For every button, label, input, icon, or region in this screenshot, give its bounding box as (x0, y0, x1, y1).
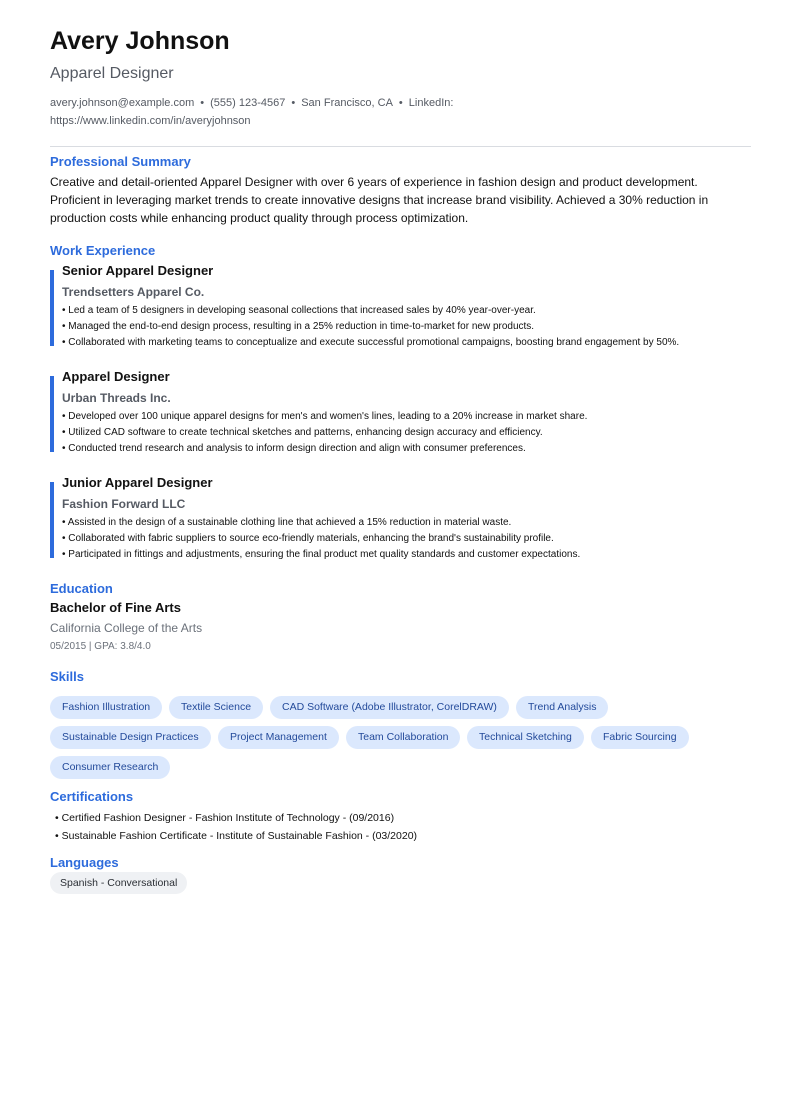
section-title-certifications: Certifications (50, 789, 134, 804)
contact-separator: • (398, 97, 403, 109)
job-bullet: • Led a team of 5 designers in developing seasonal collections that increased sales by 40% year-over-year. (62, 305, 536, 316)
section-title-experience: Work Experience (50, 243, 156, 258)
certification-item: • Certified Fashion Designer - Fashion Institute of Technology - (09/2016) (55, 812, 395, 824)
job-accent-bar (50, 376, 54, 452)
skill-chip: Project Management (218, 726, 339, 749)
certification-item: • Sustainable Fashion Certificate - Institute of Sustainable Fashion - (03/2020) (55, 830, 418, 842)
section-title-skills: Skills (50, 669, 84, 684)
skill-chip: CAD Software (Adobe Illustrator, CorelDRAW) (270, 696, 509, 719)
skill-chip: Consumer Research (50, 756, 170, 779)
language-chip: Spanish - Conversational (50, 872, 187, 894)
skill-chip: Trend Analysis (516, 696, 608, 719)
skill-chip: Sustainable Design Practices (50, 726, 211, 749)
job-bullets (62, 409, 587, 457)
job-bullet: • Managed the end-to-end design process, resulting in a 25% reduction in time-to-market for new products. (62, 321, 535, 332)
section-title-summary: Professional Summary (50, 154, 191, 169)
job-bullet: • Participated in fittings and adjustments, ensuring the final product met quality standards and customer expectations. (62, 549, 581, 560)
job-company: Fashion Forward LLC (62, 497, 186, 511)
job-title: Senior Apparel Designer (62, 263, 214, 278)
skill-chip: Team Collaboration (346, 726, 460, 749)
job-bullet: • Assisted in the design of a sustainable clothing line that achieved a 15% reduction in material waste. (62, 517, 512, 528)
candidate-name: Avery Johnson (50, 27, 230, 55)
job-bullet: • Collaborated with marketing teams to conceptualize and execute successful promotional campaigns, boosting brand engagement by 50%. (62, 337, 680, 348)
job-company: Urban Threads Inc. (62, 391, 171, 405)
job-bullet: • Collaborated with fabric suppliers to source eco-friendly materials, enhancing the brand's sustainability profile. (62, 533, 554, 544)
job-bullet: • Developed over 100 unique apparel designs for men's and women's lines, leading to a 20% increase in market share. (62, 411, 588, 422)
contact-separator: • (291, 97, 296, 109)
header-divider (50, 146, 751, 147)
job-bullets (62, 303, 679, 351)
contact-info (50, 94, 480, 130)
linkedin-label: LinkedIn: (408, 97, 454, 109)
candidate-title: Apparel Designer (50, 65, 174, 82)
job-title: Junior Apparel Designer (62, 475, 213, 490)
contact-email[interactable]: avery.johnson@example.com (50, 97, 195, 109)
section-title-languages: Languages (50, 855, 119, 870)
job-title: Apparel Designer (62, 369, 170, 384)
contact-separator: • (200, 97, 205, 109)
skill-chip: Fashion Illustration (50, 696, 162, 719)
education-degree: Bachelor of Fine Arts (50, 600, 181, 615)
job-accent-bar (50, 482, 54, 558)
education-meta: 05/2015 | GPA: 3.8/4.0 (50, 641, 151, 652)
education-school: California College of the Arts (50, 621, 203, 635)
job-bullets (62, 515, 580, 563)
job-company: Trendsetters Apparel Co. (62, 285, 205, 299)
skill-chip: Textile Science (169, 696, 263, 719)
job-bullet: • Utilized CAD software to create technical sketches and patterns, enhancing design accuracy and efficiency. (62, 427, 543, 438)
skill-chip: Technical Sketching (467, 726, 584, 749)
certifications-list (55, 809, 417, 845)
skill-chip: Fabric Sourcing (591, 726, 689, 749)
section-title-education: Education (50, 581, 113, 596)
linkedin-url[interactable]: https://www.linkedin.com/in/averyjohnson (50, 115, 251, 127)
job-bullet: • Conducted trend research and analysis to inform design direction and align with consumer preferences. (62, 443, 526, 454)
contact-phone: (555) 123-4567 (210, 97, 286, 109)
job-accent-bar (50, 270, 54, 346)
contact-location: San Francisco, CA (301, 97, 393, 109)
summary-text: Creative and detail-oriented Apparel Designer with over 6 years of experience in fashion design and product development. Proficient in leveraging market trends to create innovative designs that increase brand visibility. Achieved a 30% reduction in production costs while enhancing product quality through process optimization. (50, 175, 709, 225)
